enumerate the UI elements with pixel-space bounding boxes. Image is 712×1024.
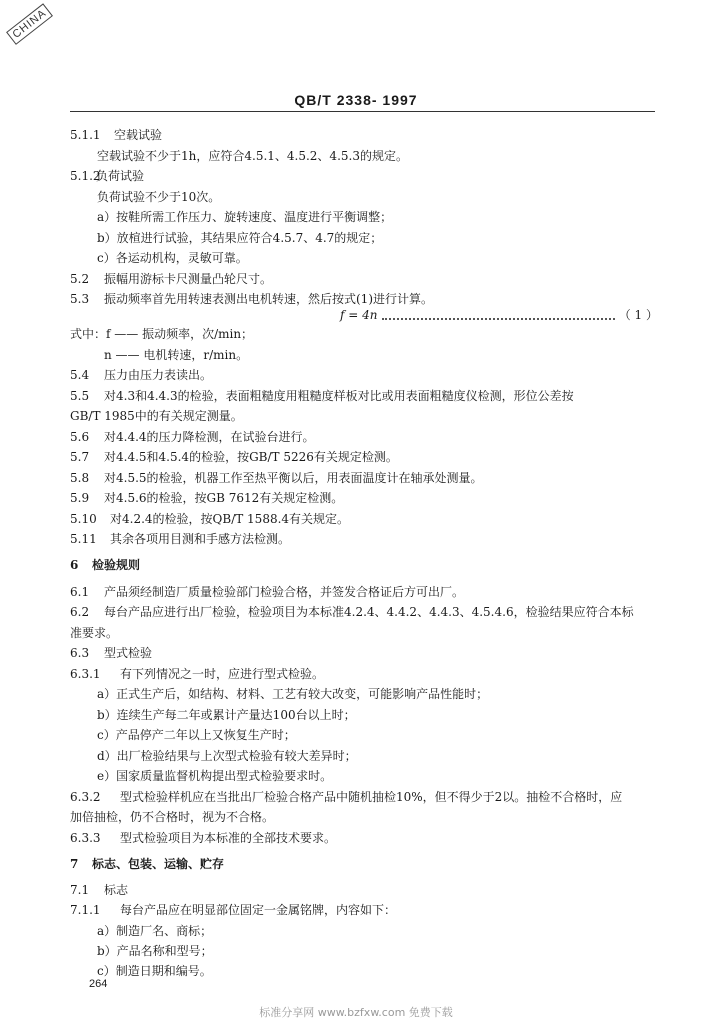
- section-line: 7.1.1 每台产品应在明显部位固定一金属铭牌，内容如下：: [70, 903, 397, 917]
- watermark-footer: 标准分享网 www.bzfxw.com 免费下载: [259, 1006, 453, 1019]
- body-line: 空载试验不少于1h，应符合4.5.1、4.5.2、4.5.3的规定。: [97, 149, 408, 163]
- list-item: b）连续生产每二年或累计产量达100台以上时；: [97, 708, 356, 722]
- list-item: c）制造日期和编号。: [97, 964, 212, 978]
- section-line: 5.1.1 空载试验: [70, 128, 163, 142]
- formula-legend: n —— 电机转速，r/min。: [104, 348, 249, 362]
- formula-1: [340, 306, 658, 323]
- section-line: 5.10 对4.2.4的检验，按QB/T 1588.4有关规定。: [70, 512, 350, 526]
- section-line: 5.2 振幅用游标卡尺测量凸轮尺寸。: [70, 272, 273, 286]
- body-line: 负荷试验不少于10次。: [97, 190, 221, 204]
- body-line: GB/T 1985中的有关规定测量。: [70, 409, 243, 423]
- section-line: 5.5 对4.3和4.4.3的检验，表面粗糙度用粗糙度样板对比或用表面粗糙度仪检测，形位公差按: [70, 389, 574, 403]
- section-line: 7.1 标志: [70, 883, 129, 897]
- formula-leader-dots: [382, 310, 615, 320]
- body-line: 加倍抽检，仍不合格时，视为不合格。: [70, 810, 275, 824]
- section-line: 6.3.1 有下列情况之一时，应进行型式检验。: [70, 667, 325, 681]
- list-item: a）按鞋所需工作压力、旋转速度、温度进行平衡调整；: [97, 210, 393, 224]
- list-item: e）国家质量监督机构提出型式检验要求时。: [97, 769, 333, 783]
- page-number: 264: [89, 978, 108, 990]
- section-line: 5.7 对4.4.5和4.5.4的检验，按GB/T 5226有关规定检测。: [70, 450, 398, 464]
- list-item: a）制造厂名、商标；: [97, 924, 213, 938]
- formula-legend: 式中：f —— 振动频率，次/min；: [70, 327, 254, 341]
- section-line: 6.1 产品须经制造厂质量检验部门检验合格，并签发合格证后方可出厂。: [70, 585, 465, 599]
- header-rule: [70, 111, 655, 112]
- section-line: 5.4 压力由压力表读出。: [70, 368, 213, 382]
- chapter-heading: 7 标志、包装、运输、贮存: [70, 857, 225, 871]
- section-line: 5.3 振动频率首先用转速表测出电机转速，然后按式(1)进行计算。: [70, 292, 434, 306]
- list-item: a）正式生产后，如结构、材料、工艺有较大改变，可能影响产品性能时；: [97, 687, 489, 701]
- body-line: 准要求。: [70, 626, 119, 640]
- list-item: d）出厂检验结果与上次型式检验有较大差异时；: [97, 749, 357, 763]
- chapter-heading: 6 检验规则: [70, 558, 141, 572]
- formula-expression: f = 4n: [340, 307, 378, 322]
- section-line: 6.3.3 型式检验项目为本标准的全部技术要求。: [70, 831, 337, 845]
- list-item: c）各运动机构，灵敏可靠。: [97, 251, 248, 265]
- section-line: 6.2 每台产品应进行出厂检验，检验项目为本标准4.2.4、4.4.2、4.4.3、4.5.4.6，检验结果应符合本标: [70, 605, 634, 619]
- section-line: 5.6 对4.4.4的压力降检测，在试验台进行。: [70, 430, 315, 444]
- standard-header: QB/T 2338- 1997: [294, 92, 418, 108]
- section-line: 5.1.2负荷试验: [70, 169, 145, 183]
- list-item: c）产品停产二年以上又恢复生产时；: [97, 728, 296, 742]
- formula-number: （ 1 ）: [618, 308, 658, 322]
- list-item: b）放楦进行试验，其结果应符合4.5.7、4.7的规定；: [97, 231, 383, 245]
- section-line: 5.9 对4.5.6的检验，按GB 7612有关规定检测。: [70, 491, 344, 505]
- list-item: b）产品名称和型号；: [97, 944, 213, 958]
- section-line: 6.3.2 型式检验样机应在当批出厂检验合格产品中随机抽检10%，但不得少于2以。抽检不合格时，应: [70, 790, 623, 804]
- section-line: 6.3 型式检验: [70, 646, 153, 660]
- section-line: 5.8 对4.5.5的检验，机器工作至热平衡以后，用表面温度计在轴承处测量。: [70, 471, 483, 485]
- china-stamp: CHINA: [6, 3, 53, 45]
- section-line: 5.11 其余各项用目测和手感方法检测。: [70, 532, 291, 546]
